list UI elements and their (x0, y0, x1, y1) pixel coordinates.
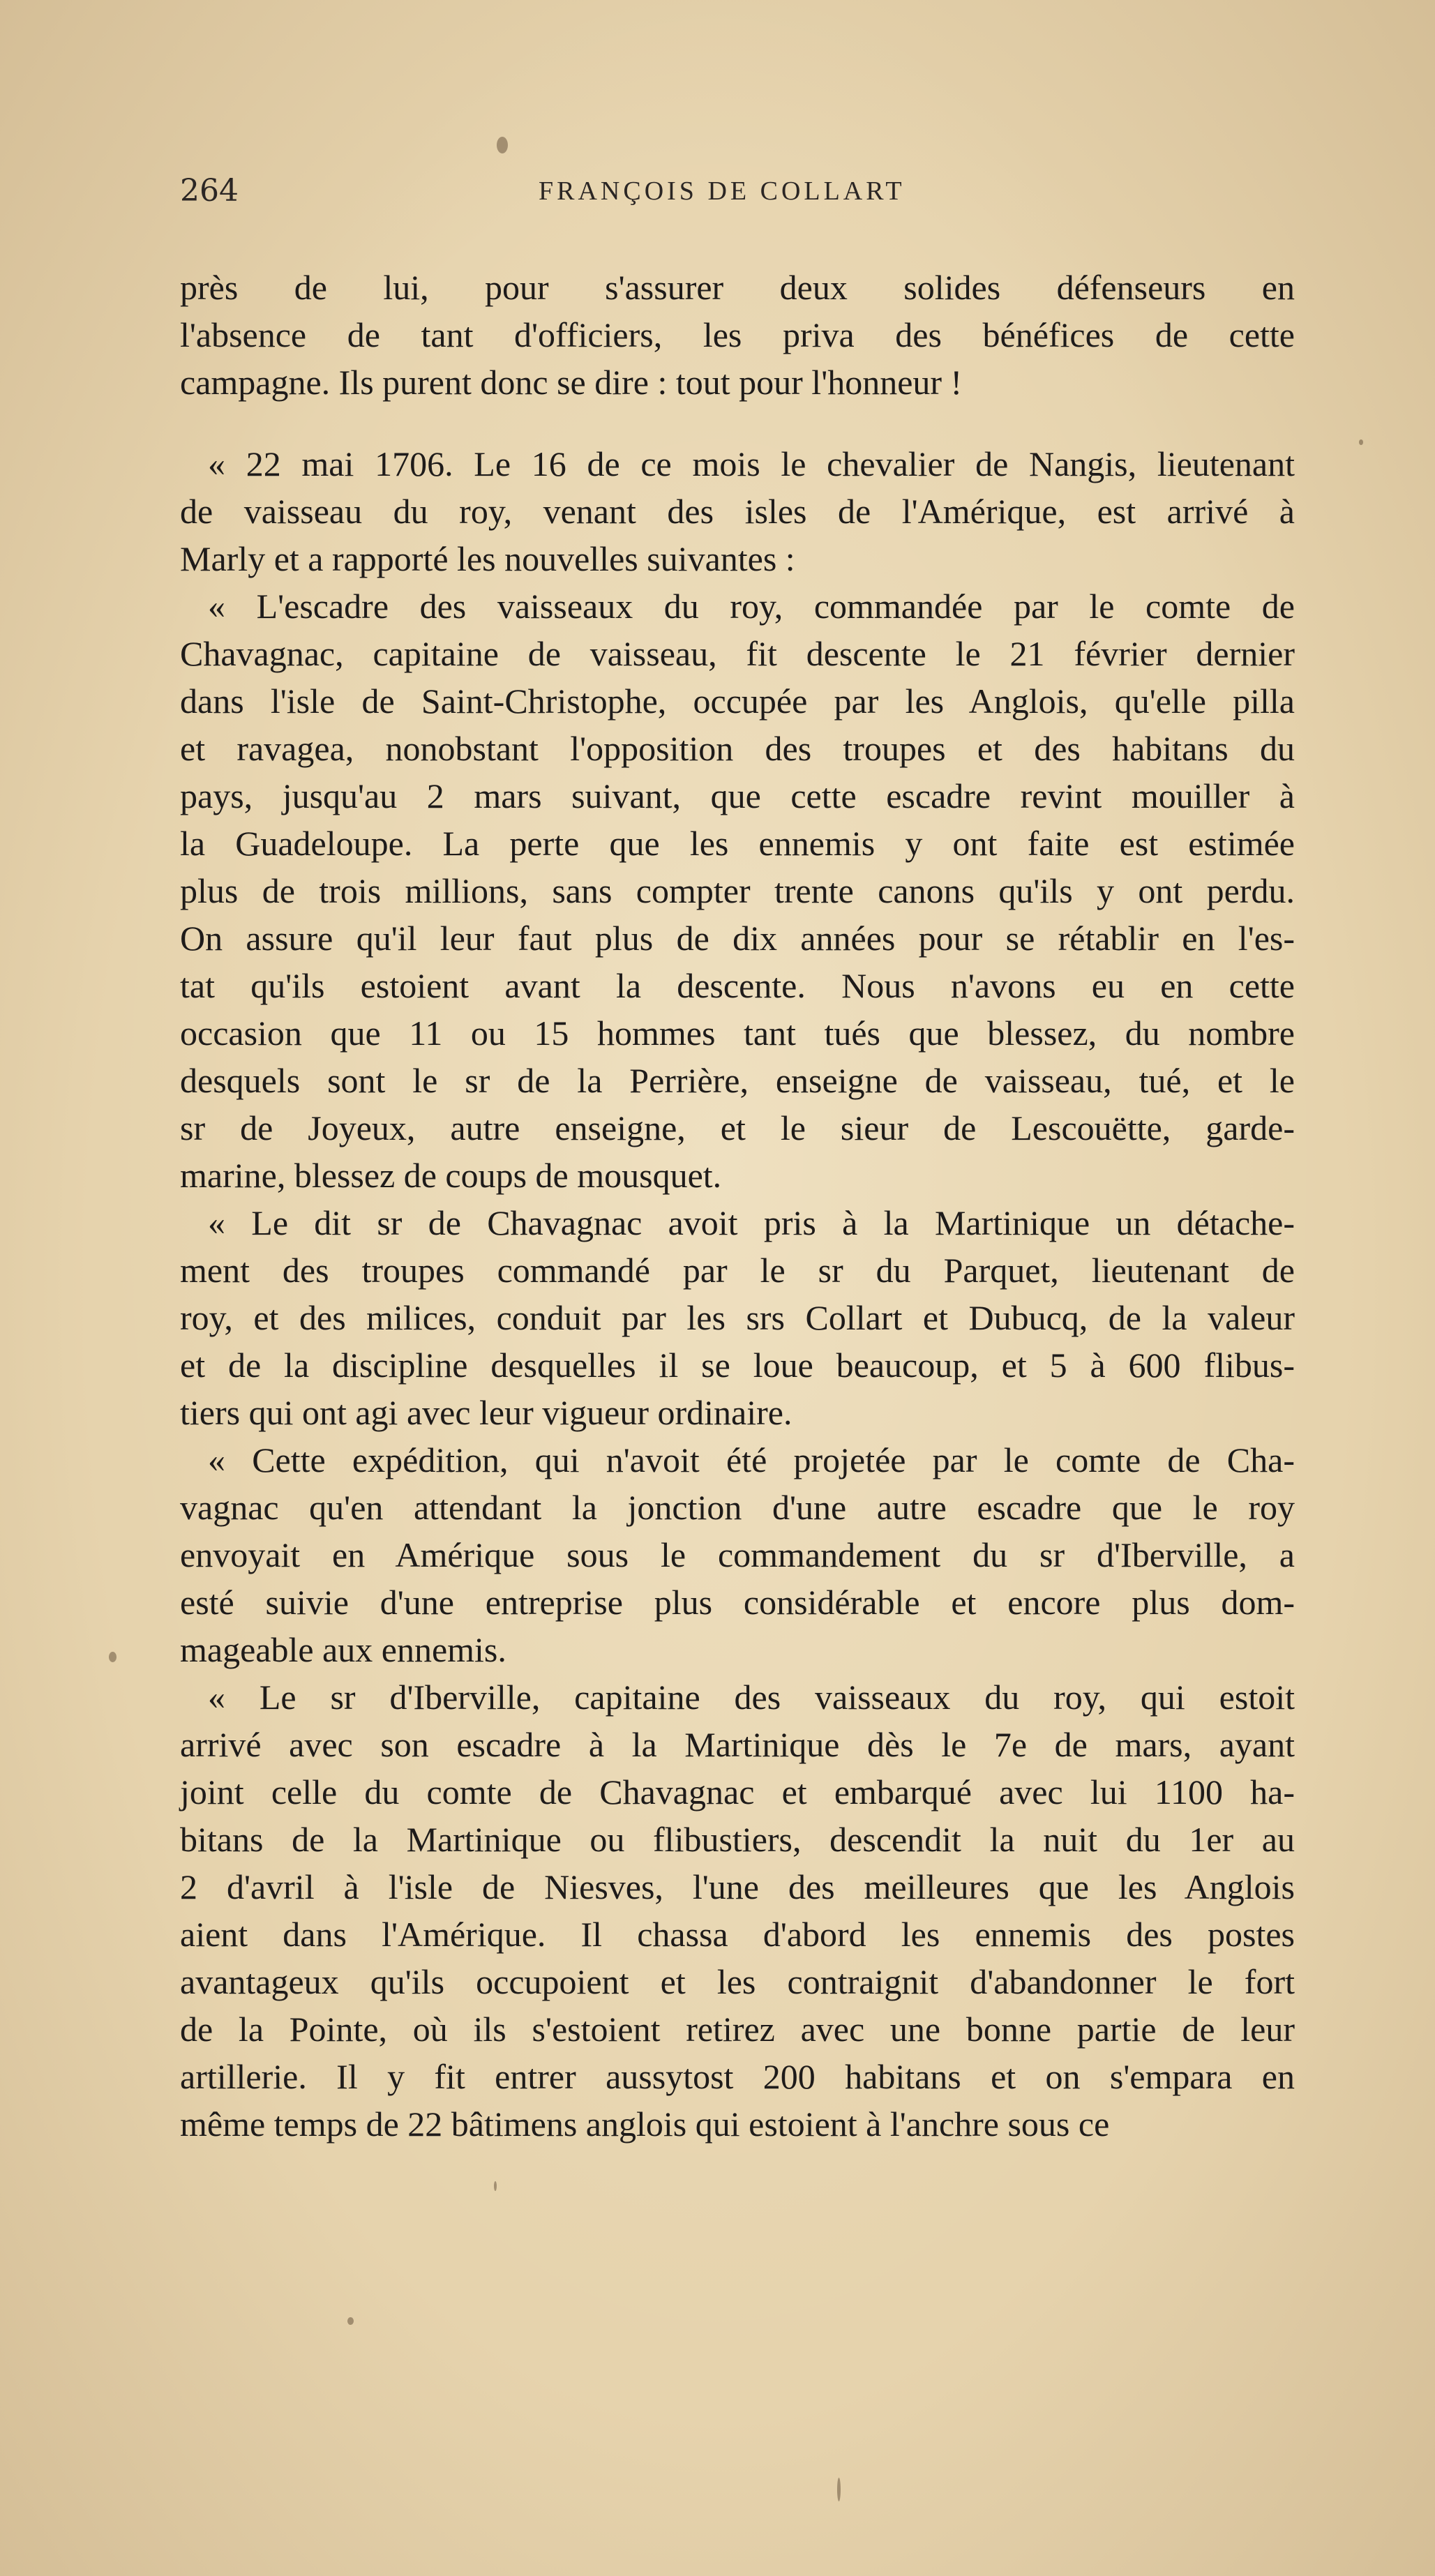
text-line: « Le sr d'Iberville, capitaine des vaisseaux du roy, qui estoit (208, 1678, 1295, 1717)
text-line: « Cette expédition, qui n'avoit été projetée par le comte de Cha- (208, 1440, 1295, 1479)
paragraph (180, 1673, 1295, 2148)
page-number: 264 (180, 173, 239, 209)
text-line: artillerie. Il y fit entrer aussytost 200 habitans et on s'empara en (180, 2057, 1295, 2096)
text-line: l'absence de tant d'officiers, les priva des bénéfices de cette (180, 315, 1295, 354)
text-line: envoyait en Amérique sous le commandement du sr d'Iberville, a (180, 1535, 1295, 1574)
text-line: occasion que 11 ou 15 hommes tant tués que blessez, du nombre (180, 1014, 1295, 1053)
text-line: roy, et des milices, conduit par les srs Collart et Dubucq, de la valeur (180, 1298, 1295, 1337)
text-line: sr de Joyeux, autre enseigne, et le sieur de Lescouëtte, garde- (180, 1108, 1295, 1147)
text-line: aient dans l'Amérique. Il chassa d'abord les ennemis des postes (180, 1915, 1295, 1954)
text-line: Chavagnac, capitaine de vaisseau, fit descente le 21 février dernier (180, 634, 1295, 673)
text-line: la Guadeloupe. La perte que les ennemis y ont faite est estimée (180, 824, 1295, 863)
text-line: vagnac qu'en attendant la jonction d'une autre escadre que le roy (180, 1488, 1295, 1527)
paragraph-gap (180, 406, 1295, 440)
text-line: « Le dit sr de Chavagnac avoit pris à la Martinique un détache- (208, 1203, 1295, 1242)
paragraph (180, 582, 1295, 1199)
text-line: bitans de la Martinique ou flibustiers, descendit la nuit du 1er au (180, 1820, 1295, 1859)
text-line: « L'escadre des vaisseaux du roy, commandée par le comte de (208, 587, 1295, 626)
text-line: marine, blessez de coups de mousquet. (180, 1156, 722, 1195)
paper-speck (1359, 439, 1363, 445)
paragraph (180, 1199, 1295, 1436)
text-line: mageable aux ennemis. (180, 1630, 506, 1669)
text-line: de la Pointe, où ils s'estoient retirez avec une bonne partie de leur (180, 2010, 1295, 2049)
text-line: campagne. Ils purent donc se dire : tout pour l'honneur ! (180, 363, 963, 402)
body-text (180, 264, 1295, 2148)
page-header (180, 173, 1296, 222)
text-line: tat qu'ils estoient avant la descente. Nous n'avons eu en cette (180, 966, 1295, 1005)
text-line: même temps de 22 bâtimens anglois qui estoient à l'anchre sous ce (180, 2104, 1110, 2144)
text-line: esté suivie d'une entreprise plus considérable et encore plus dom- (180, 1583, 1295, 1622)
paper-speck (494, 2181, 497, 2191)
paper-speck (497, 137, 508, 153)
text-line: près de lui, pour s'assurer deux solides défenseurs en (180, 268, 1295, 307)
text-line: et de la discipline desquelles il se loue beaucoup, et 5 à 600 flibus- (180, 1346, 1295, 1385)
paragraph (180, 264, 1295, 406)
paper-speck (837, 2478, 841, 2501)
text-line: arrivé avec son escadre à la Martinique dès le 7e de mars, ayant (180, 1725, 1295, 1764)
paper-speck (347, 2317, 354, 2325)
text-line: avantageux qu'ils occupoient et les contraignit d'abandonner le fort (180, 1962, 1295, 2001)
text-line: pays, jusqu'au 2 mars suivant, que cette escadre revint mouiller à (180, 776, 1295, 815)
text-line: plus de trois millions, sans compter trente canons qu'ils y ont perdu. (180, 871, 1295, 910)
text-line: tiers qui ont agi avec leur vigueur ordinaire. (180, 1393, 792, 1432)
text-line: On assure qu'il leur faut plus de dix années pour se rétablir en l'es- (180, 919, 1295, 958)
paper-speck (109, 1652, 117, 1662)
text-line: desquels sont le sr de la Perrière, enseigne de vaisseau, tué, et le (180, 1061, 1295, 1100)
text-line: 2 d'avril à l'isle de Niesves, l'une des meilleures que les Anglois (180, 1867, 1295, 1906)
text-line: joint celle du comte de Chavagnac et embarqué avec lui 1100 ha- (180, 1772, 1295, 1812)
paragraph (180, 440, 1295, 582)
text-line: dans l'isle de Saint-Christophe, occupée par les Anglois, qu'elle pilla (180, 681, 1295, 721)
text-line: Marly et a rapporté les nouvelles suivantes : (180, 539, 795, 578)
text-line: et ravagea, nonobstant l'opposition des troupes et des habitans du (180, 729, 1295, 768)
text-line: ment des troupes commandé par le sr du Parquet, lieutenant de (180, 1251, 1295, 1290)
running-title: FRANÇOIS DE COLLART (539, 176, 906, 206)
paragraph (180, 1436, 1295, 1673)
text-line: de vaisseau du roy, venant des isles de l'Amérique, est arrivé à (180, 492, 1295, 531)
text-line: « 22 mai 1706. Le 16 de ce mois le chevalier de Nangis, lieutenant (208, 444, 1295, 483)
